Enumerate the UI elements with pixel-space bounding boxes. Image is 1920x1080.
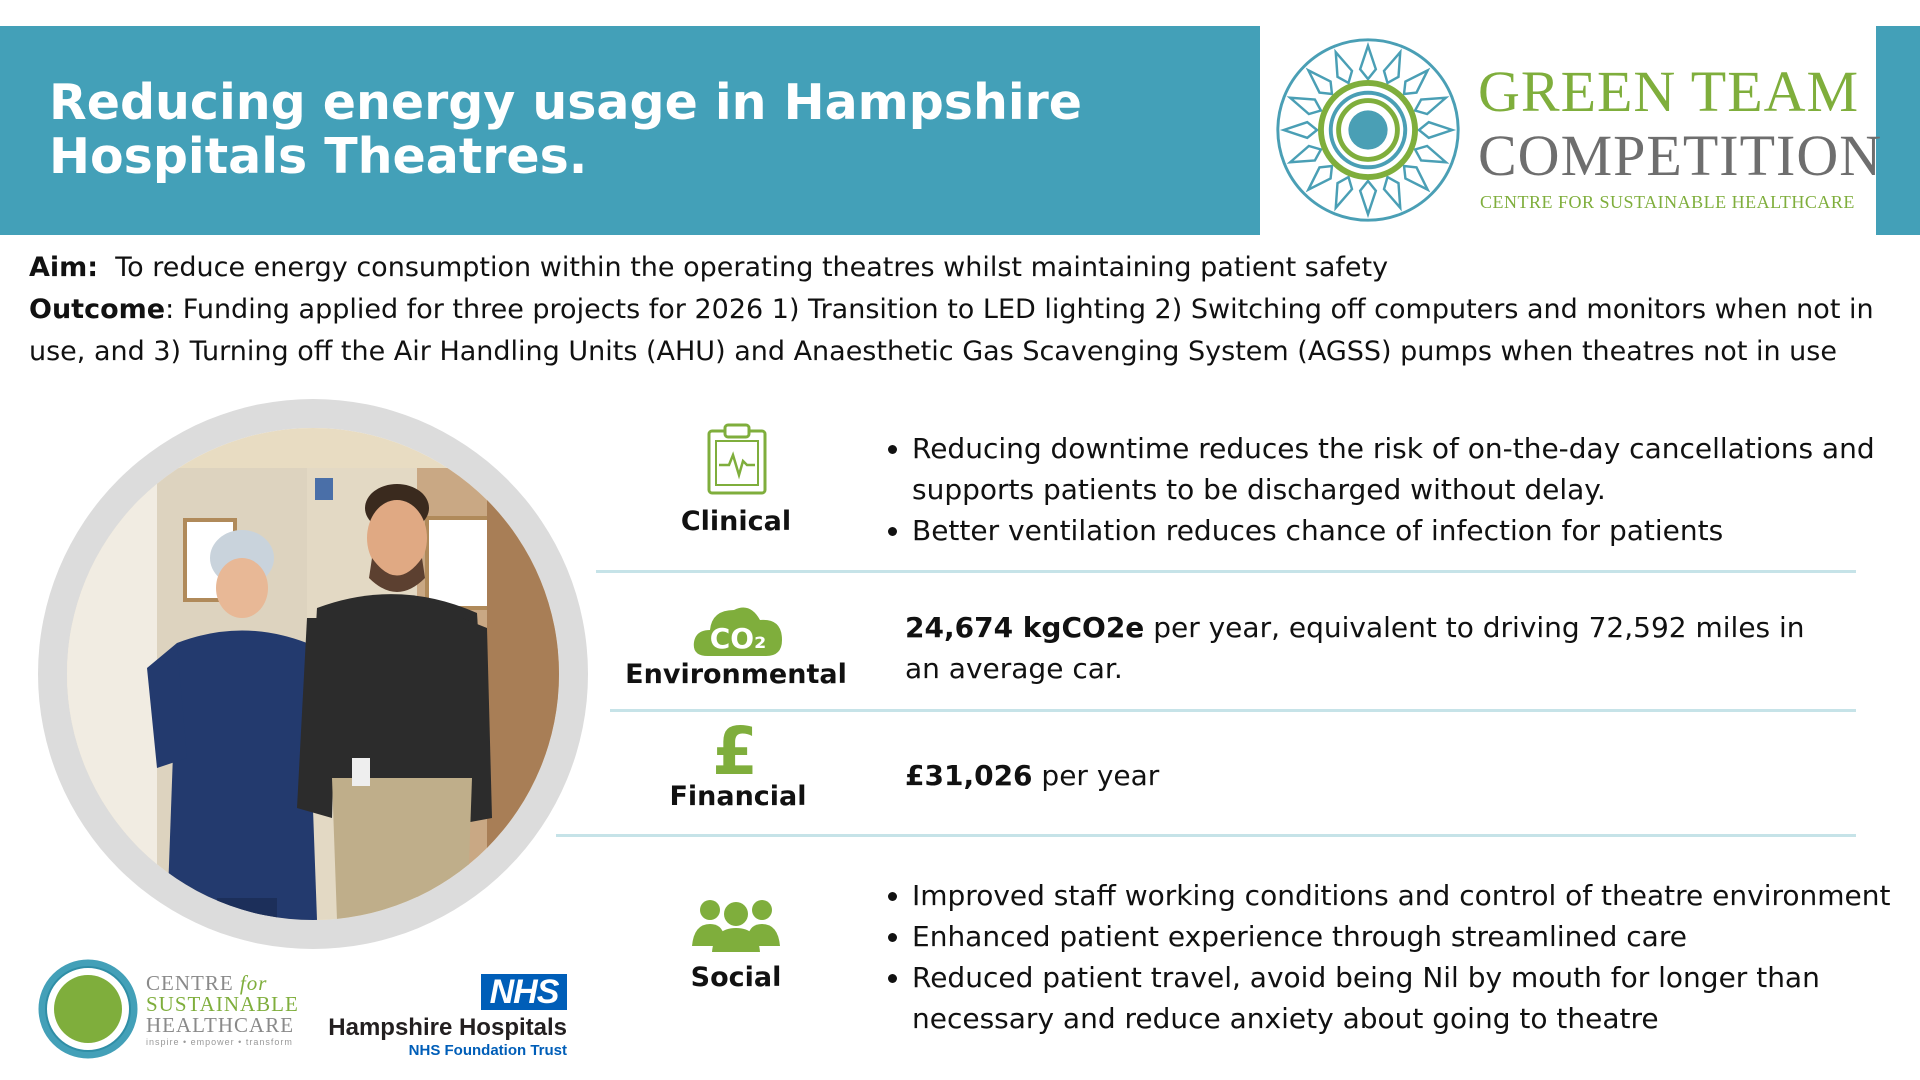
csh-line1-a: CENTRE (146, 971, 240, 995)
nhs-trust-name: Hampshire Hospitals (328, 1014, 567, 1041)
outcome-label: Outcome (29, 294, 166, 325)
csh-line2: SUSTAINABLE (146, 992, 299, 1016)
category-label-clinical: Clinical (680, 506, 792, 537)
green-team-competition-logo (1270, 30, 1883, 235)
intro-text (29, 247, 1909, 373)
divider (556, 834, 1856, 837)
social-bullets (880, 875, 1920, 1039)
csh-logo (36, 957, 299, 1067)
financial-text (905, 755, 1845, 796)
co2-cloud-icon (690, 598, 786, 660)
gtc-logo-line3: CENTRE FOR SUSTAINABLE HEALTHCARE (1480, 192, 1855, 212)
csh-tagline: inspire • empower • transform (146, 1037, 293, 1047)
banner-stripe (1876, 26, 1920, 235)
list-item: • Reducing downtime reduces the risk of on-the-day cancellations and supports patients to be discharged without delay. (912, 428, 1920, 510)
list-item: • Reduced patient travel, avoid being Nil by mouth for longer than necessary and reduce anxiety about going to theatre (912, 957, 1920, 1039)
category-label-environmental: Environmental (625, 659, 847, 690)
divider (596, 570, 1856, 573)
csh-logo-text (146, 973, 299, 1036)
category-label-financial: Financial (669, 781, 807, 812)
page-title-line2: Hospitals Theatres. (49, 128, 588, 185)
pound-sign-icon: £ (712, 713, 758, 790)
co2-icon-text: CO₂ (709, 622, 767, 655)
divider (610, 709, 1856, 712)
aim-text: To reduce energy consumption within the operating theatres whilst maintaining patient safety (115, 252, 1389, 283)
csh-line1-b: for (239, 971, 268, 995)
people-group-icon (688, 896, 784, 954)
financial-description: per year (1032, 759, 1160, 792)
team-photo (67, 428, 559, 920)
csh-line3: HEALTHCARE (146, 1013, 295, 1037)
environmental-text (905, 607, 1845, 689)
outcome-text: : Funding applied for three projects for 2026 1) Transition to LED lighting 2) Switching off computers and monitors when not in use, and 3) Turning off the Air Handling Units (AHU) and Anaesthetic Gas Scavenging System (AGSS) pumps when theatres not in use (29, 294, 1874, 367)
nhs-logo (330, 970, 580, 1060)
gtc-logo-line2: COMPETITION (1478, 123, 1883, 188)
list-item: • Enhanced patient experience through streamlined care (912, 916, 1920, 957)
team-photo-illustration (67, 428, 559, 920)
financial-value: £31,026 (905, 759, 1033, 792)
clipboard-heartbeat-icon (705, 423, 769, 495)
sun-emblem-icon (1270, 32, 1466, 228)
list-item: • Improved staff working conditions and control of theatre environment (912, 875, 1920, 916)
page-title (49, 76, 1149, 184)
outcome-line (29, 289, 1909, 373)
nhs-badge: NHS (481, 974, 567, 1010)
list-item: • Better ventilation reduces chance of infection for patients (912, 510, 1920, 551)
aim-line (29, 247, 1909, 289)
csh-circle-icon (36, 957, 140, 1061)
clinical-bullets (880, 428, 1920, 551)
header-banner (0, 26, 1260, 235)
environmental-value: 24,674 kgCO2e (905, 611, 1145, 644)
aim-label: Aim: (29, 252, 99, 283)
category-label-social: Social (690, 962, 782, 993)
gtc-logo-line1: GREEN TEAM (1478, 59, 1860, 124)
nhs-trust-subtitle: NHS Foundation Trust (408, 1042, 567, 1059)
page-title-line1: Reducing energy usage in Hampshire (49, 74, 1083, 131)
environmental-description: per year, equivalent to driving 72,592 miles in an average car. (905, 611, 1805, 685)
